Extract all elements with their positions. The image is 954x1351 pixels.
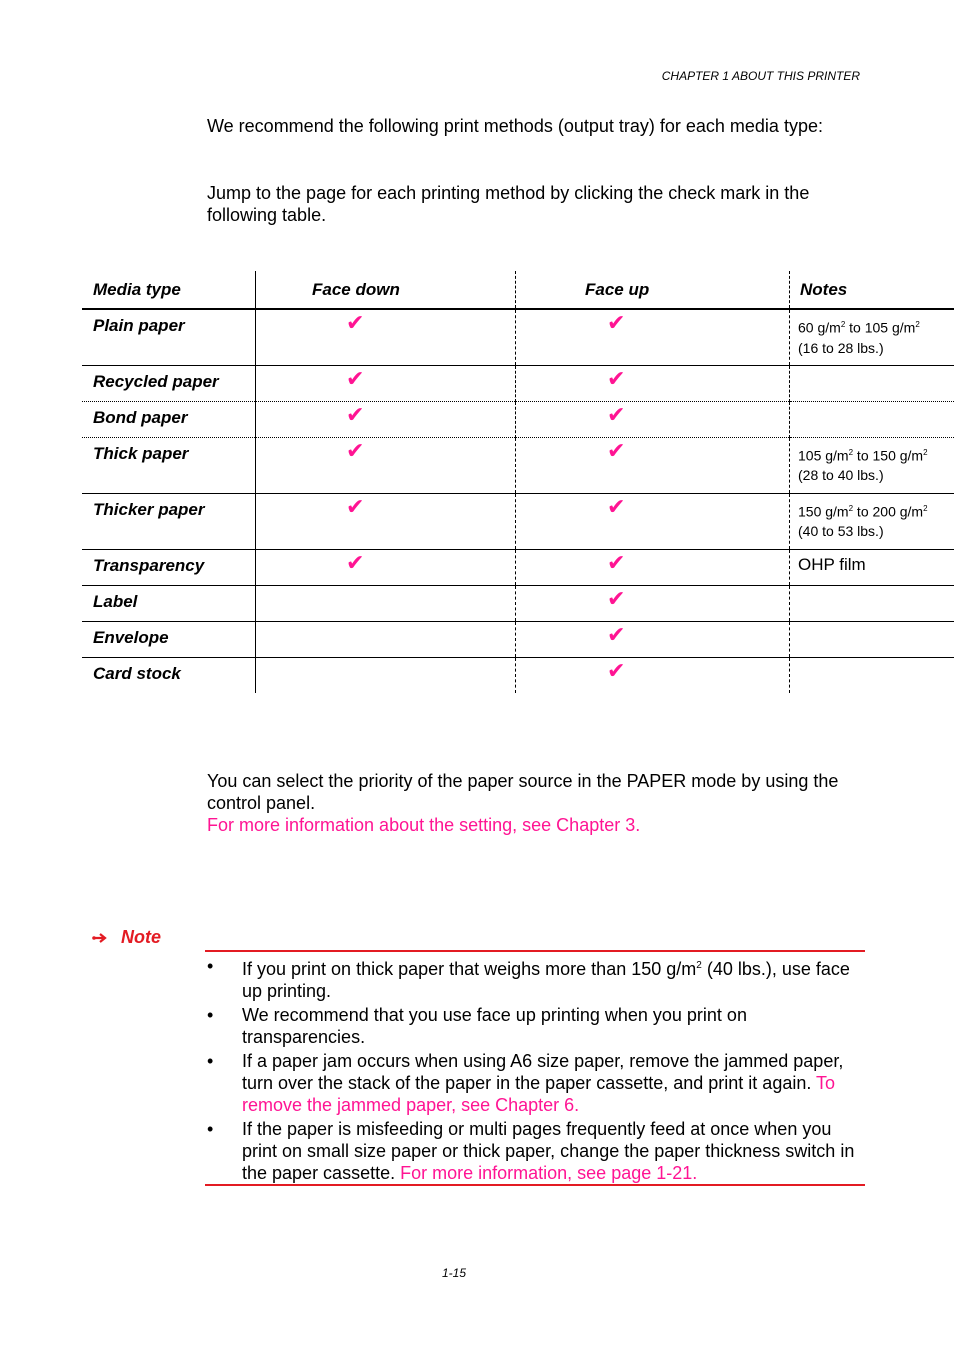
media-type-label: Thick paper (93, 443, 189, 463)
notes-cell: 60 $g/m^2$ to 105 $g/m^2$ (16 to 28 lbs.) (798, 319, 920, 356)
table-row (82, 493, 954, 549)
face-down-check-link[interactable]: ✔ (346, 437, 365, 463)
media-type-label: Envelope (93, 627, 169, 647)
notes-cell: 105 $g/m^2$ to 150 $g/m^2$ (28 to 40 lbs.) (798, 447, 928, 484)
pencil-arrow-icon (92, 927, 113, 947)
list-item: • If the paper is misfeeding or multi pages frequently feed at once when you print on small size paper or thick paper, change the paper thickness switch in the paper cassette. For more information, see page 1-21. (207, 1119, 855, 1183)
media-type-label: Label (93, 591, 138, 611)
media-type-label: Thicker paper (93, 499, 205, 519)
chapter-3-link[interactable]: For more information about the setting, see Chapter 3. (207, 815, 641, 835)
header-notes: Notes (800, 279, 848, 299)
face-down-check-link[interactable]: ✔ (346, 493, 365, 519)
note-list (207, 955, 862, 1186)
table-row (82, 401, 954, 437)
face-down-check-link[interactable]: ✔ (346, 365, 365, 391)
list-item: • If a paper jam occurs when using A6 size paper, remove the jammed paper, turn over the stack of the paper in the paper cassette, and print it again. To remove the jammed paper, see Chapter 6. (207, 1051, 844, 1115)
note-title: Note (121, 927, 162, 947)
header-face-up: Face up (516, 271, 790, 309)
chapter-header: CHAPTER 1 ABOUT THIS PRINTER (661, 69, 860, 83)
table-row (82, 309, 954, 365)
intro-paragraph-2: Jump to the page for each printing method by clicking the check mark in the following table. (207, 183, 810, 225)
note-heading (92, 927, 161, 948)
table-row (82, 585, 954, 621)
face-up-check-link[interactable]: ✔ (607, 657, 626, 683)
list-item: • If you print on thick paper that weighs more than 150 $g/m^2$ (40 lbs.), use face up printing. (207, 956, 850, 1001)
face-up-check-link[interactable]: ✔ (607, 401, 626, 427)
table-row (82, 657, 954, 693)
table-header-row (82, 271, 954, 309)
page-1-21-link[interactable]: For more information, see page 1-21. (400, 1163, 698, 1183)
media-type-label: Bond paper (93, 407, 188, 427)
face-down-check-link[interactable]: ✔ (346, 310, 365, 335)
header-media-type: Media type (82, 271, 256, 309)
face-down-check-link[interactable]: ✔ (346, 549, 365, 575)
face-up-check-link[interactable]: ✔ (607, 585, 626, 611)
table-row (82, 621, 954, 657)
page-number: 1-15 (441, 1266, 467, 1280)
media-type-label: Plain paper (93, 316, 185, 335)
intro-paragraph-1: We recommend the following print methods (output tray) for each media type: (207, 116, 823, 136)
priority-paragraph: You can select the priority of the paper source in the PAPER mode by using the control panel. (207, 771, 839, 813)
header-face-down: Face down (256, 271, 516, 309)
face-up-check-link[interactable]: ✔ (607, 621, 626, 647)
table-row (82, 437, 954, 493)
chapter-6-link[interactable]: To remove the jammed paper, see Chapter 6. (242, 1073, 836, 1115)
face-up-check-link[interactable]: ✔ (607, 549, 626, 575)
media-type-label: Transparency (93, 555, 205, 575)
media-type-table (82, 271, 954, 693)
notes-cell: 150 $g/m^2$ to 200 $g/m^2$ (40 to 53 lbs.) (798, 503, 928, 540)
media-type-label: Recycled paper (93, 371, 219, 391)
face-up-check-link[interactable]: ✔ (607, 365, 626, 391)
table-row (82, 549, 954, 585)
media-type-label: Card stock (93, 663, 181, 683)
face-up-check-link[interactable]: ✔ (607, 493, 626, 519)
face-down-check-link[interactable]: ✔ (346, 401, 365, 427)
face-up-check-link[interactable]: ✔ (607, 310, 626, 335)
table-row (82, 365, 954, 401)
list-item: • We recommend that you use face up printing when you print on transparencies. (207, 1005, 747, 1047)
note-bottom-rule (205, 1184, 865, 1186)
face-up-check-link[interactable]: ✔ (607, 437, 626, 463)
note-top-rule (205, 950, 865, 952)
notes-cell: OHP film (798, 554, 866, 574)
